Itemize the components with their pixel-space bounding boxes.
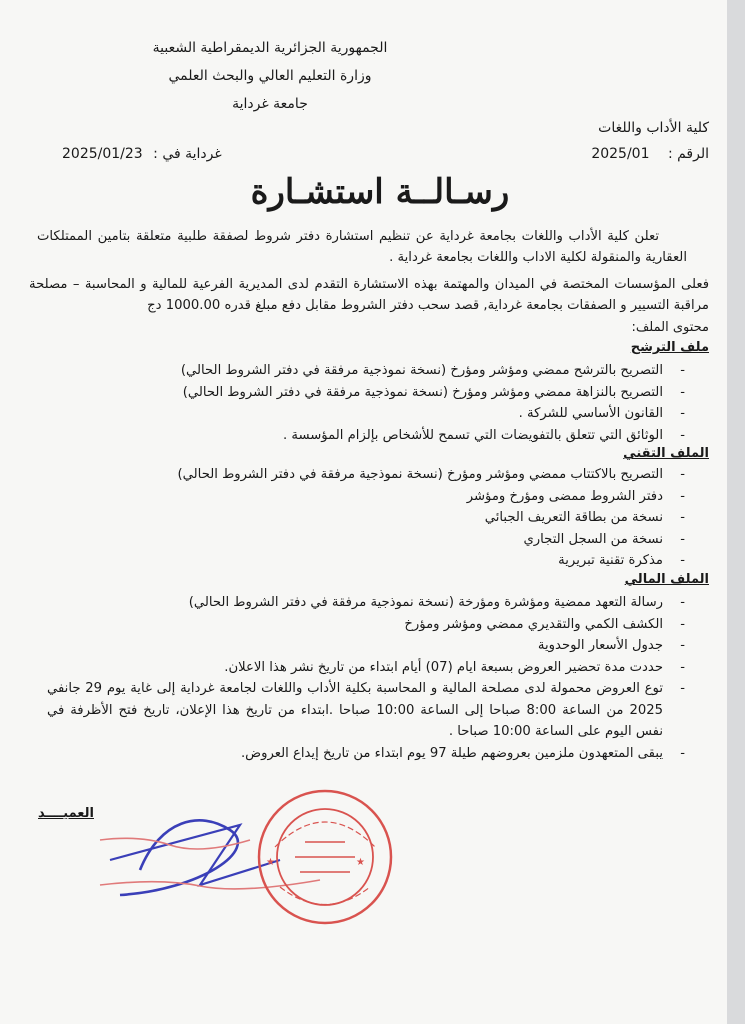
- list-item: - الكشف الكمي والتقديري ممضي ومؤشر ومؤرخ: [47, 614, 687, 636]
- section-heading-financial: الملف المالي: [624, 572, 709, 587]
- list-item: - التصريح بالترشح ممضي ومؤشر ومؤرخ (نسخة نموذجية مرفقة في دفتر الشروط الحالي): [47, 360, 687, 382]
- list-item: - توع العروض محمولة لدى مصلحة المالية و المحاسبة بكلية الأداب واللغات لجامعة غرداية إلى غاية يوم 29 جانفي 2025 من الساعة 8:00 صباحا إلى الساعة 10:00 صباحا .ابتداء من تاريخ هذا الإعلان، تاريخ فتح الأظرفة في نفس اليوم على الساعة 10:00 صباحا .: [47, 678, 687, 743]
- header-republic: الجمهورية الجزائرية الديمقراطية الشعبية: [152, 40, 388, 56]
- list-item: - مذكرة تقنية تبريرية: [47, 550, 687, 572]
- faculty-name: كلية الأداب واللغات: [598, 120, 709, 136]
- place-date-label: غرداية في :: [153, 146, 222, 162]
- file-contents-label: محتوى الملف:: [631, 320, 709, 335]
- header-ministry: وزارة التعليم العالي والبحث العلمي: [168, 68, 372, 84]
- svg-text:★: ★: [356, 857, 365, 868]
- page-title: رسـالــة استشـارة: [250, 172, 510, 212]
- reference-value: 2025/01: [591, 146, 650, 162]
- list-item: - الوثائق التي تتعلق بالتفويضات التي تسمح للأشخاص بإلزام المؤسسة .: [47, 425, 687, 447]
- conditions-paragraph: فعلى المؤسسات المختصة في الميدان والمهتمة بهذه الاستشارة التقدم لدى المديرية الفرعية للمالية و المحاسبة – مصلحة مراقبة التسيير و الصفقات بجامعة غرداية, قصد سحب دفتر الشروط مقابل دفع مبلغ قدره 1000.00 دج: [29, 277, 709, 313]
- place-date: [62, 146, 222, 162]
- list-item: - يبقى المتعهدون ملزمين بعروضهم طيلة 97 يوم ابتداء من تاريخ إيداع العروض.: [47, 743, 687, 765]
- header-university: جامعة غرداية: [232, 96, 308, 112]
- list-item: - دفتر الشروط ممضى ومؤرخ ومؤشر: [47, 486, 687, 508]
- list-item: - جدول الأسعار الوحدوية: [47, 635, 687, 657]
- list-item: - التصريح بالاكتتاب ممضي ومؤشر ومؤرخ (نسخة نموذجية مرفقة في دفتر الشروط الحالي): [47, 464, 687, 486]
- list-item: - رسالة التعهد ممضية ومؤشرة ومؤرخة (نسخة نموذجية مرفقة في دفتر الشروط الحالي): [47, 592, 687, 614]
- list-item: - القانون الأساسي للشركة .: [47, 403, 687, 425]
- section-heading-technical: الملف التقني: [623, 446, 709, 461]
- faculty-seal: [255, 787, 395, 927]
- svg-text:★: ★: [266, 857, 275, 868]
- technical-list: [47, 464, 687, 572]
- dean-label: العميــــد: [38, 806, 94, 821]
- list-item: - نسخة من السجل التجاري: [47, 529, 687, 551]
- announcement-paragraph: تعلن كلية الأداب واللغات بجامعة غرداية عن تنظيم استشارة دفتر شروط لصفقة طلبية متعلقة بتامين الممتلكات العقارية والمنقولة لكلية الاداب واللغات بجامعة غرداية .: [37, 229, 687, 265]
- section-heading-candidacy: ملف الترشح: [630, 340, 709, 355]
- list-item: - حددت مدة تحضير العروض بسبعة ايام (07) أيام ابتداء من تاريخ نشر هذا الاعلان.: [47, 657, 687, 679]
- financial-list: [47, 592, 687, 764]
- reference-label: الرقم :: [667, 146, 709, 162]
- list-item: - التصريح بالنزاهة ممضي ومؤشر ومؤرخ (نسخة نموذجية مرفقة في دفتر الشروط الحالي): [47, 382, 687, 404]
- place-date-value: 2025/01/23: [62, 146, 143, 162]
- list-item: - نسخة من بطاقة التعريف الجبائي: [47, 507, 687, 529]
- candidacy-list: [47, 360, 687, 446]
- reference-number: [591, 146, 709, 162]
